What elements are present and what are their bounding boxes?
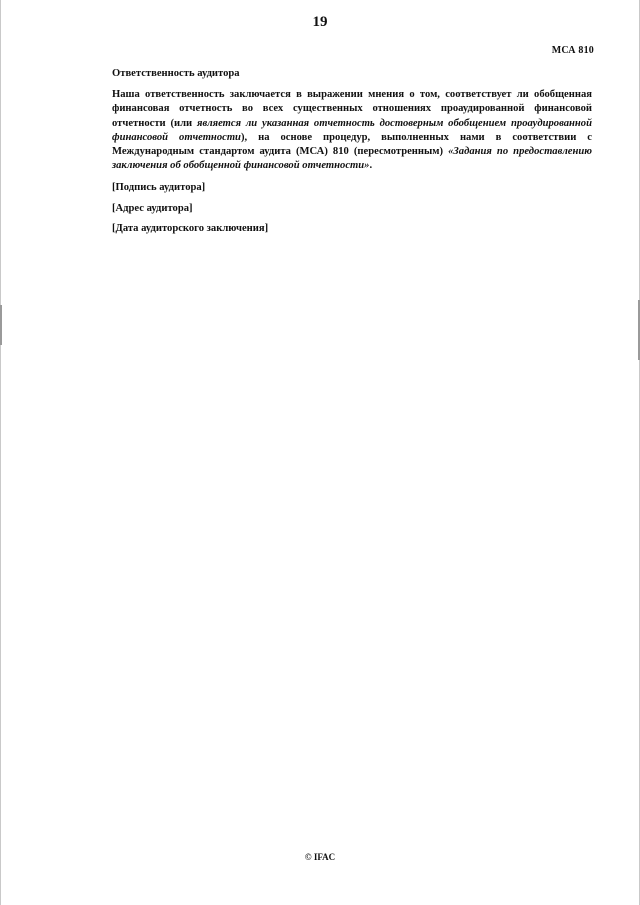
standard-reference: МСА 810 [551,45,594,56]
document-body [112,67,592,242]
scan-mark-left [0,305,2,345]
responsibility-paragraph [112,88,592,173]
copyright-footer: © IFAC [304,852,336,862]
paragraph-text-2: ), на основе процедур, выполненных нами в соответствии с Международным стандартом аудита (МСА) 810 (пересмотренным) [112,131,592,158]
paragraph-text-3: . [369,160,373,172]
auditor-address-placeholder: [Адрес аудитора] [112,202,193,214]
auditor-signature-placeholder: [Подпись аудитора] [112,182,206,194]
page-number: 19 [312,14,328,30]
paragraph-text-1: Наша ответственность заключается в выражении мнения о том, соответствует ли обобщенная финансовая отчетность во всех существенных отношениях проаудированной финансовой отчетности (или [112,89,592,129]
section-heading: Ответственность аудитора [112,68,240,79]
paragraph-italic-2: «Задания по предоставлению заключения об обобщенной финансовой отчетности» [112,146,592,172]
paragraph-italic-1: является ли указанная отчетность достоверным обобщением проаудированной финансовой отчетности [112,117,592,143]
page-edge-left [0,0,1,905]
report-date-placeholder: [Дата аудиторского заключения] [112,222,269,234]
